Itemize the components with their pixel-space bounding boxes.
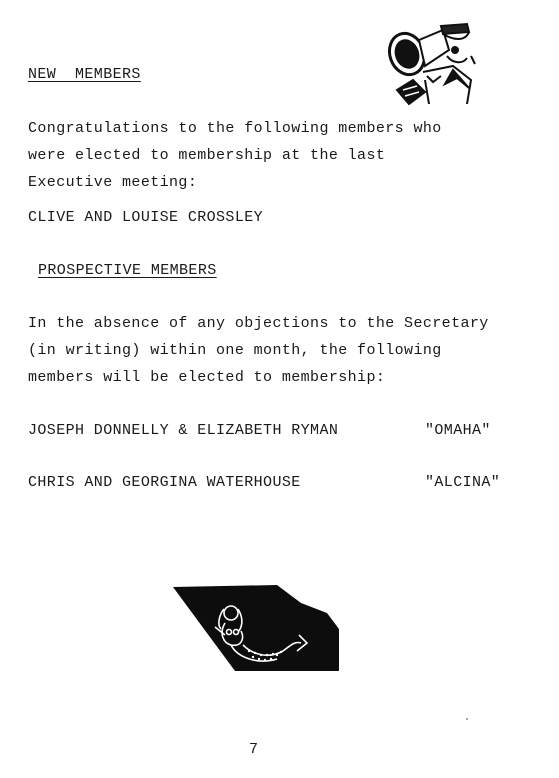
speck [466, 718, 468, 720]
new-members-intro-line-3: Executive meeting: [28, 174, 198, 191]
prospective-intro-line-2: (in writing) within one month, the following [28, 342, 442, 359]
prospective-entry-1-boat: "OMAHA" [425, 422, 491, 439]
new-members-intro-line-1: Congratulations to the following members who [28, 120, 442, 137]
prospective-members-heading: PROSPECTIVE MEMBERS [38, 262, 217, 279]
new-members-intro-line-2: were elected to membership at the last [28, 147, 386, 164]
page-number: 7 [249, 741, 259, 758]
prospective-intro-line-3: members will be elected to membership: [28, 369, 386, 386]
prospective-entry-2-names: CHRIS AND GEORGINA WATERHOUSE [28, 474, 301, 491]
prospective-entry-1-names: JOSEPH DONNELLY & ELIZABETH RYMAN [28, 422, 339, 439]
sailor-with-telescope-icon [383, 20, 479, 106]
prospective-entry-2-boat: "ALCINA" [425, 474, 501, 491]
new-member-names: CLIVE AND LOUISE CROSSLEY [28, 209, 264, 226]
new-members-heading: NEW MEMBERS [28, 66, 141, 83]
mermaid-icon [173, 585, 343, 671]
prospective-intro-line-1: In the absence of any objections to the Secretary [28, 315, 489, 332]
